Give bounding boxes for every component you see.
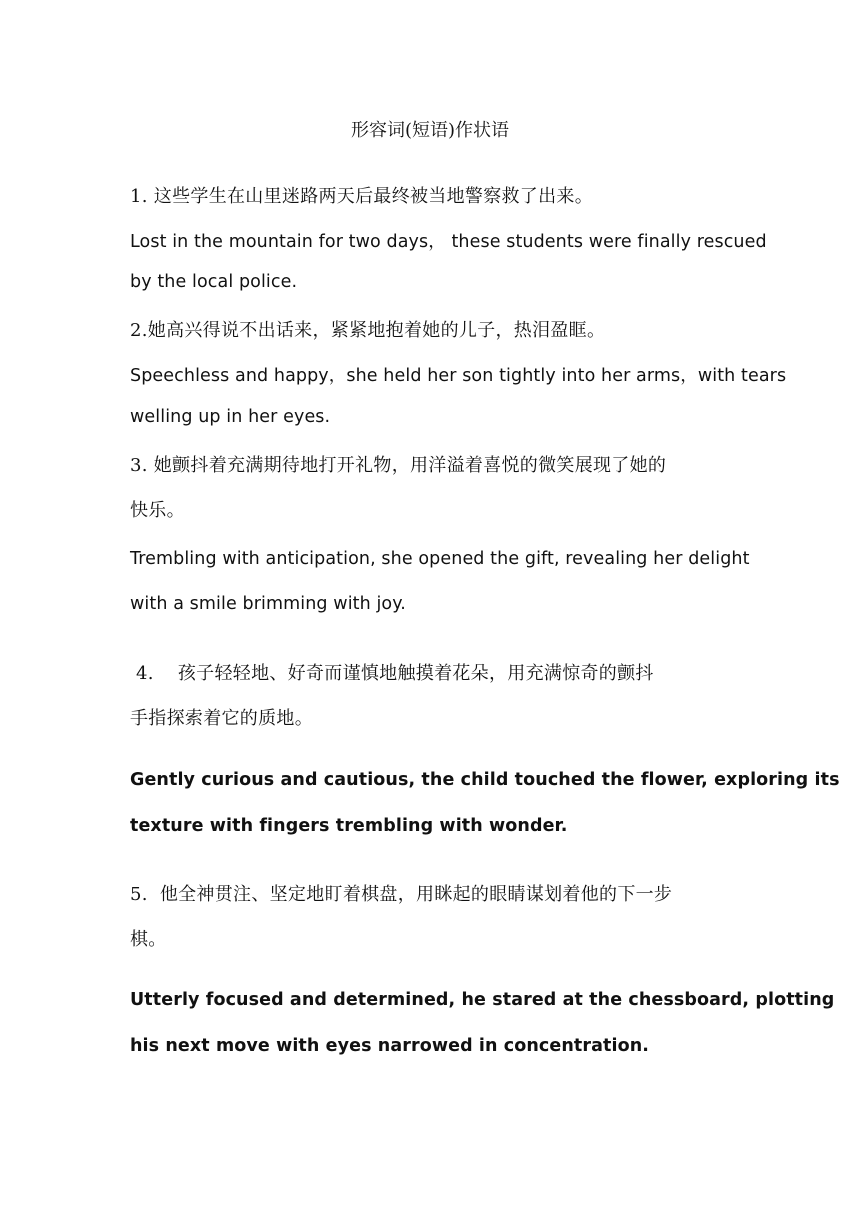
item-3-chinese-line-2: 快乐。 (130, 500, 185, 521)
item-1-english-line-1: Lost in the mountain for two days， these students were finally rescued (130, 232, 767, 252)
item-1-chinese-line-1: 1. 这些学生在山里迷路两天后最终被当地警察救了出来。 (130, 186, 593, 207)
item-5-chinese-line-2: 棋。 (130, 929, 167, 950)
item-3-chinese-line-1: 3. 她颤抖着充满期待地打开礼物，用洋溢着喜悦的微笑展现了她的 (130, 455, 667, 476)
item-5-english-line-1: Utterly focused and determined, he stared at the chessboard, plotting (130, 990, 835, 1010)
item-1-english-line-2: by the local police. (130, 272, 298, 292)
item-2-english-line-1: Speechless and happy，she held her son tightly into her arms，with tears (130, 366, 787, 386)
item-2-english-line-2: welling up in her eyes. (130, 407, 331, 427)
item-4-english-line-1: Gently curious and cautious, the child touched the flower, exploring its (130, 770, 840, 790)
item-5-chinese-line-1: 5. 他全神贯注、坚定地盯着棋盘，用眯起的眼睛谋划着他的下一步 (130, 884, 673, 905)
item-4-chinese-line-1: 4. 孩子轻轻地、好奇而谨慎地触摸着花朵，用充满惊奇的颤抖 (130, 663, 654, 684)
item-3-english-line-1: Trembling with anticipation, she opened the gift, revealing her delight (130, 549, 750, 569)
item-3-english-line-2: with a smile brimming with joy. (130, 594, 406, 614)
item-5-english-line-2: his next move with eyes narrowed in concentration. (130, 1036, 650, 1056)
item-2-chinese-line-1: 2.她高兴得说不出话来，紧紧地抱着她的儿子，热泪盈眶。 (130, 320, 606, 341)
page-title: 形容词(短语)作状语 (350, 120, 510, 141)
item-4-chinese-line-2: 手指探索着它的质地。 (130, 708, 313, 729)
item-4-english-line-2: texture with fingers trembling with wonder. (130, 816, 568, 836)
